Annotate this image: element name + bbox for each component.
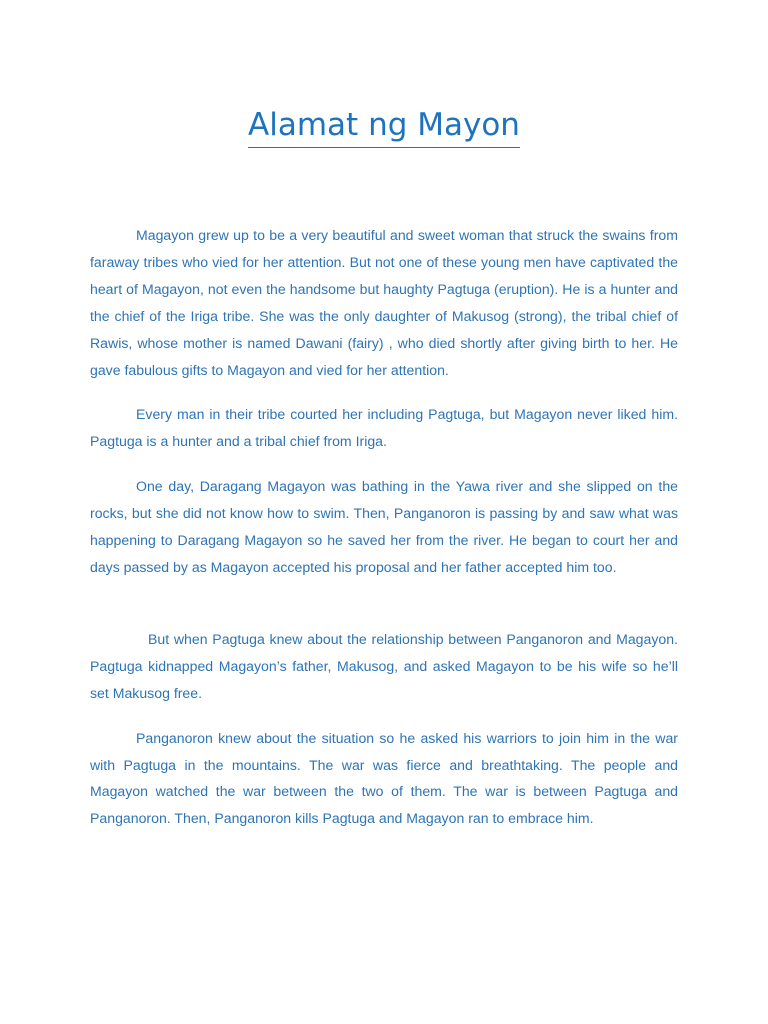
paragraph-4: But when Pagtuga knew about the relationship between Panganoron and Magayon. Pagtuga kidnapped Magayon’s father, Makusog, and asked Magayon to be his wife so he’ll set Makusog free. [90,630,678,701]
paragraph-5: Panganoron knew about the situation so he asked his warriors to join him in the war with Pagtuga in the mountains. The war was fierce and breathtaking. The people and Magayon watched the war between the two of them. The war is between Pagtuga and Panganoron. Then, Panganoron kills Pagtuga and Magayon ran to embrace him. [90,729,678,827]
paragraph-3: One day, Daragang Magayon was bathing in the Yawa river and she slipped on the rocks, but she did not know how to swim. Then, Panganoron is passing by and saw what was happening to Daragang Magayon so he saved her from the river. He began to court her and days passed by as Magayon accepted his proposal and her father accepted him too. [90,478,678,575]
document-body [90,222,678,832]
title-text: Alamat ng Mayon [248,103,520,148]
document-title [0,103,768,148]
paragraph-1: Magayon grew up to be a very beautiful and sweet woman that struck the swains from faraway tribes who vied for her attention. But not one of these young men have captivated the heart of Magayon, not even the handsome but haughty Pagtuga (eruption). He is a hunter and the chief of the Iriga tribe. She was the only daughter of Makusog (strong), the tribal chief of Rawis, whose mother is named Dawani (fairy) , who died shortly after giving birth to her. He gave fabulous gifts to Magayon and vied for her attention. [90,227,678,378]
paragraph-2: Every man in their tribe courted her including Pagtuga, but Magayon never liked him. Pagtuga is a hunter and a tribal chief from Iriga. [90,406,678,450]
